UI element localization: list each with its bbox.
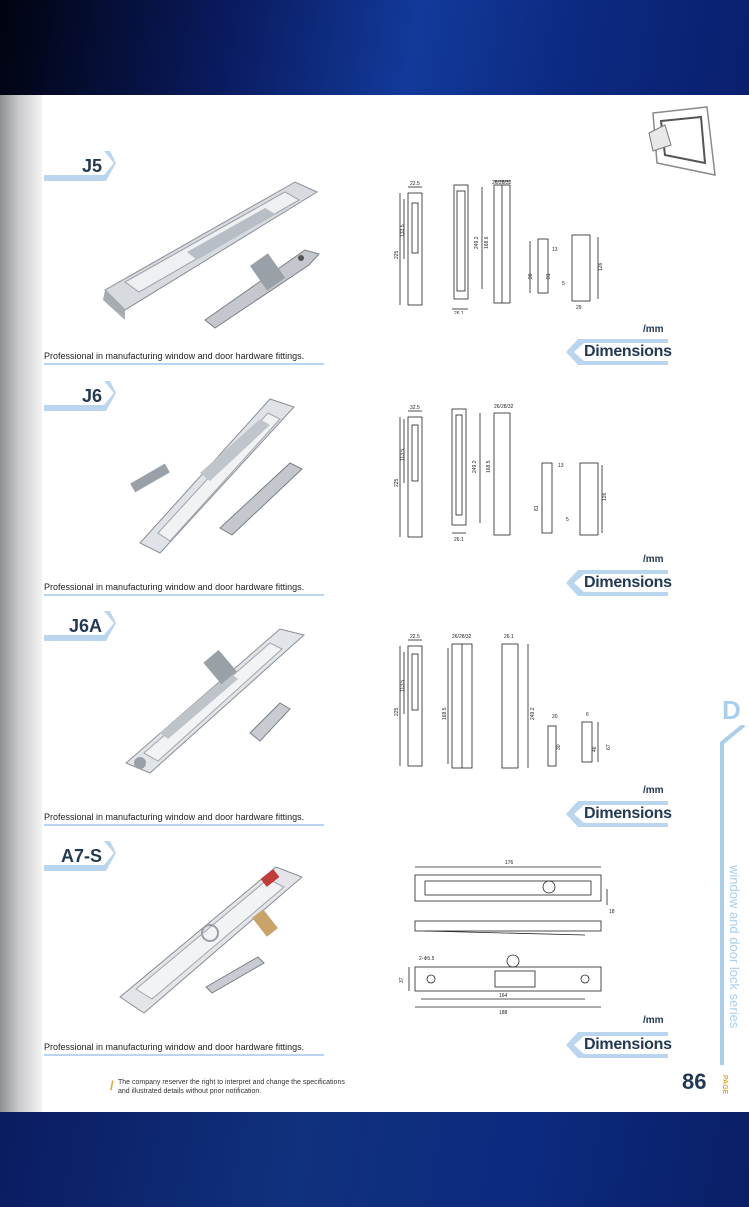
dim-label: 249.2 bbox=[472, 460, 478, 473]
dimensions-tab bbox=[566, 337, 672, 367]
product-tag-j6a bbox=[44, 611, 116, 641]
dim-label: 26/28/32 bbox=[452, 634, 472, 640]
j6-product-image bbox=[110, 393, 310, 558]
dim-label: 126 bbox=[598, 262, 604, 271]
dim-label: 225 bbox=[394, 478, 400, 487]
caption-underline bbox=[44, 594, 324, 596]
a7s-dimension-drawing bbox=[385, 855, 615, 1025]
product-caption: Professional in manufacturing window and door hardware fittings. bbox=[44, 1042, 305, 1052]
dimensions-tab bbox=[566, 799, 672, 829]
product-code: J6 bbox=[81, 386, 102, 406]
j5-dimension-drawing bbox=[390, 179, 615, 314]
dim-label: 225 bbox=[394, 707, 400, 716]
dim-label: 126 bbox=[602, 492, 608, 501]
top-background bbox=[0, 0, 749, 95]
dim-label: 249.2 bbox=[474, 236, 480, 249]
product-code: J6A bbox=[68, 616, 102, 636]
dim-label: 168.5 bbox=[486, 460, 492, 473]
dim-label: 18 bbox=[609, 909, 615, 915]
dim-label: 26.1 bbox=[454, 311, 464, 314]
dim-label: 249.2 bbox=[530, 707, 536, 720]
dim-label: 13 bbox=[558, 463, 564, 469]
footer-slash-icon: / bbox=[110, 1078, 114, 1093]
product-caption: Professional in manufacturing window and door hardware fittings. bbox=[44, 582, 305, 592]
dim-label: 26.1 bbox=[504, 634, 514, 640]
dim-label: 67 bbox=[606, 744, 612, 750]
dim-label: 30 bbox=[556, 744, 562, 750]
dim-label: 81 bbox=[546, 273, 552, 279]
dimensions-label: Dimensions bbox=[584, 1036, 672, 1053]
j5-product-image bbox=[95, 170, 325, 330]
series-title: window and door lock series bbox=[727, 865, 742, 1029]
product-caption: Professional in manufacturing window and door hardware fittings. bbox=[44, 351, 305, 361]
dim-label: 46 bbox=[592, 746, 598, 752]
unit-label: /mm bbox=[643, 785, 664, 796]
dim-label: 164 bbox=[499, 993, 508, 999]
product-code: J5 bbox=[81, 156, 102, 176]
dim-label: 22.5 bbox=[410, 181, 420, 187]
dim-label: 90 bbox=[528, 273, 534, 279]
dim-label: 6 bbox=[586, 712, 589, 718]
j6a-dimension-drawing bbox=[390, 630, 620, 775]
dim-label: 26.1 bbox=[454, 537, 464, 543]
footer-note-line: The company reserver the right to interpret and change the specifications bbox=[118, 1079, 345, 1086]
dim-label: 26/28/32 bbox=[494, 404, 514, 410]
logo-icon bbox=[645, 103, 717, 183]
footer-note bbox=[118, 1078, 345, 1096]
dim-label: 81 bbox=[534, 505, 540, 511]
dimensions-label: Dimensions bbox=[584, 574, 672, 591]
page-number: 86 bbox=[682, 1069, 707, 1094]
product-tag-j6 bbox=[44, 381, 116, 411]
dim-label: 5 bbox=[566, 517, 569, 523]
dim-label: 29 bbox=[576, 305, 582, 311]
product-code: A7-S bbox=[60, 846, 102, 866]
j6-dimension-drawing bbox=[390, 403, 615, 548]
dim-label: 188 bbox=[499, 1010, 508, 1016]
dim-label: 32.5 bbox=[410, 405, 420, 411]
section-letter: D bbox=[722, 695, 741, 725]
dim-label: 20 bbox=[552, 714, 558, 720]
bottom-background bbox=[0, 1112, 749, 1207]
dimensions-label: Dimensions bbox=[584, 805, 672, 822]
caption-underline bbox=[44, 824, 324, 826]
j6a-product-image bbox=[120, 623, 310, 788]
dim-label: 176 bbox=[505, 860, 514, 866]
dim-label: 168.6 bbox=[484, 236, 490, 249]
unit-label: /mm bbox=[643, 324, 664, 335]
caption-underline bbox=[44, 363, 324, 365]
dim-label: 113.5 bbox=[400, 679, 406, 692]
dim-label: 26/28/32 bbox=[492, 180, 512, 186]
dim-label: 37 bbox=[399, 977, 405, 983]
a7s-product-image bbox=[118, 857, 308, 1022]
caption-underline bbox=[44, 1054, 324, 1056]
page-fold-shadow bbox=[0, 95, 42, 1112]
dimensions-tab bbox=[566, 568, 672, 598]
footer-note-line: and illustrated details without prior notification. bbox=[118, 1088, 262, 1095]
dim-label: 5 bbox=[562, 281, 565, 287]
product-caption: Professional in manufacturing window and door hardware fittings. bbox=[44, 812, 305, 822]
dim-label: 133.5 bbox=[400, 224, 406, 237]
dim-label: 22.5 bbox=[410, 634, 420, 640]
dim-label: 13 bbox=[552, 247, 558, 253]
page-label: PAGE bbox=[721, 1075, 728, 1095]
dimensions-tab bbox=[566, 1030, 672, 1060]
dim-label: 113.5 bbox=[400, 448, 406, 461]
catalog-page bbox=[0, 95, 749, 1112]
dimensions-label: Dimensions bbox=[584, 343, 672, 360]
unit-label: /mm bbox=[643, 1015, 664, 1026]
dim-label: 225 bbox=[394, 250, 400, 259]
dim-label: 168.5 bbox=[442, 707, 448, 720]
dim-label: 2-Φ5.5 bbox=[419, 956, 435, 962]
unit-label: /mm bbox=[643, 554, 664, 565]
product-tag-a7s bbox=[44, 841, 116, 871]
